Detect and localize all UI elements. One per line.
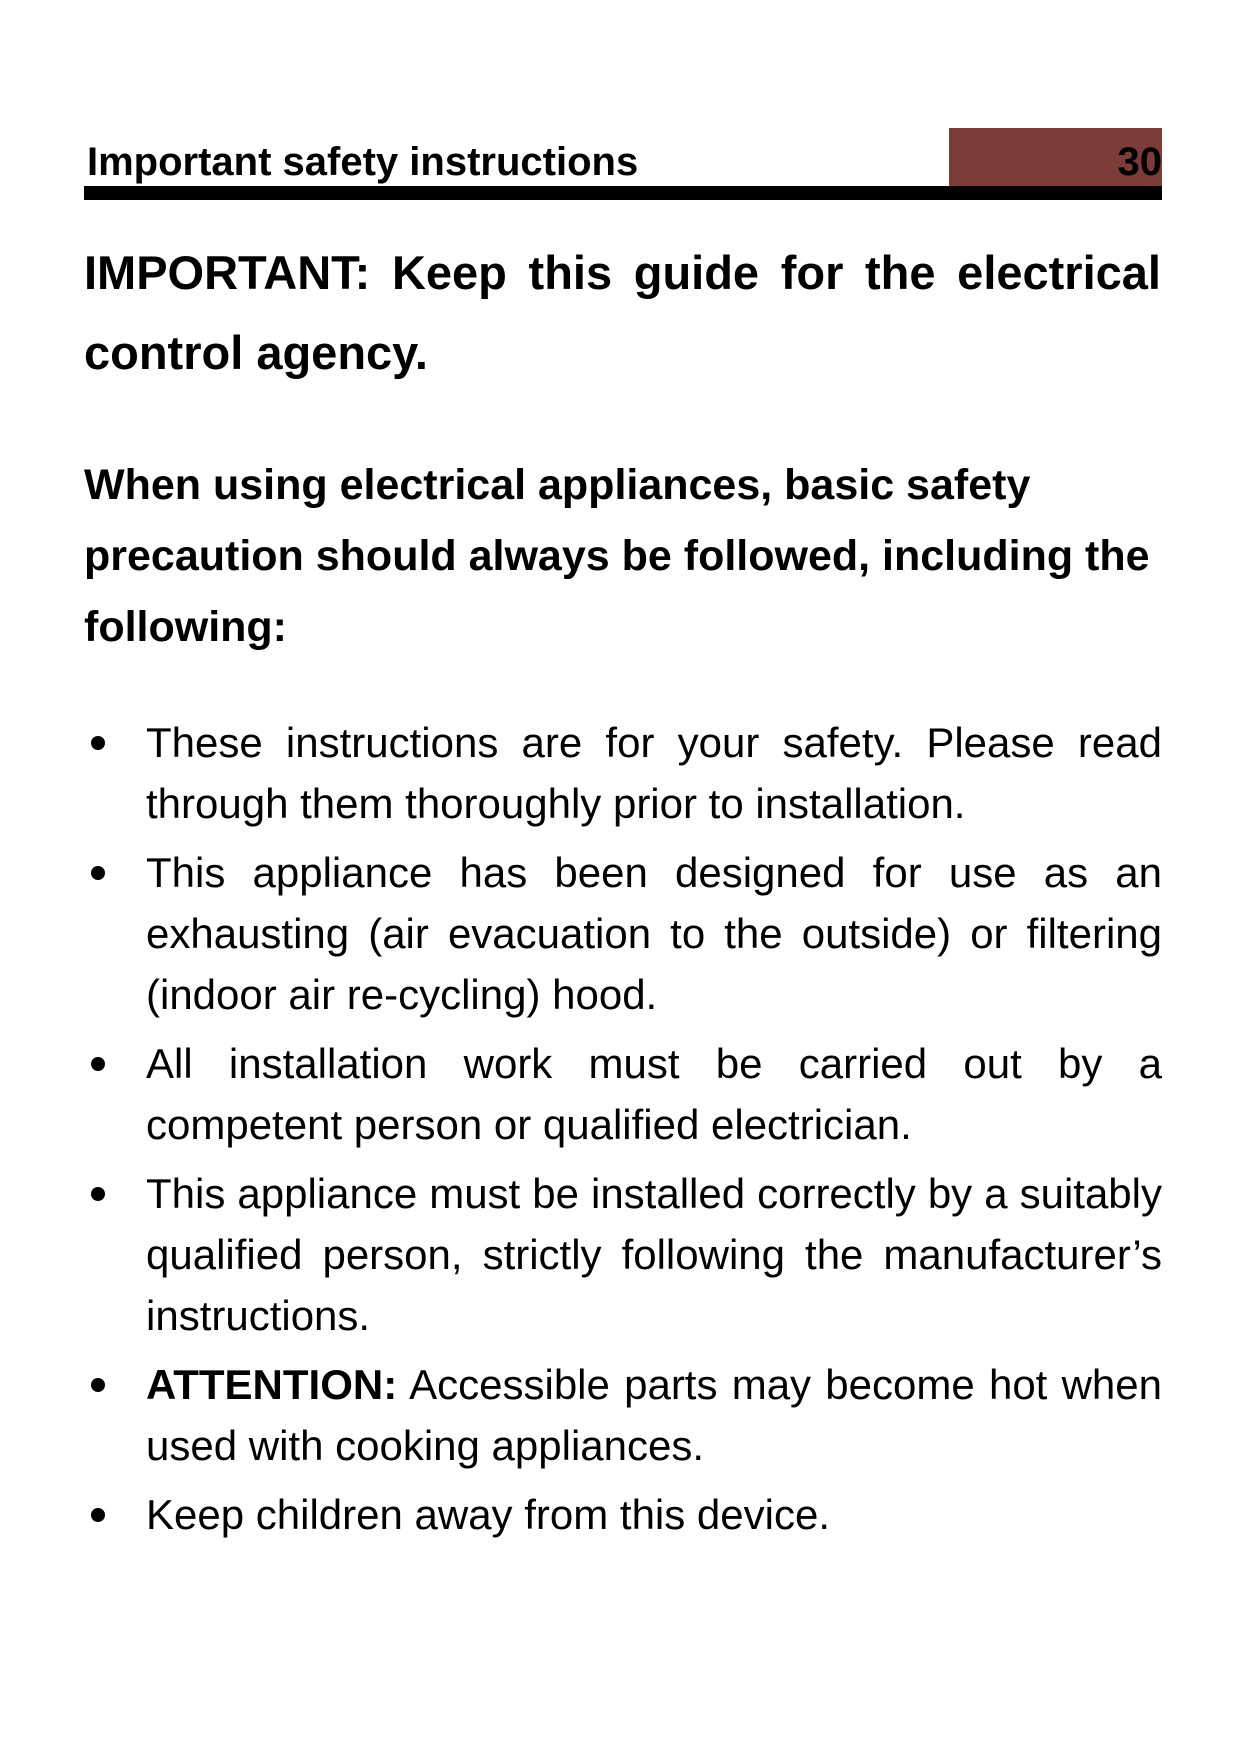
list-item-text: All installation work must be carried out by a competent person or qualified electrician. [146, 1040, 1162, 1148]
list-item [84, 1354, 1162, 1476]
bullet-icon [91, 1508, 105, 1522]
list-item-text: This appliance must be installed correctly by a suitably qualified person, strictly following the manufacturer’s instructions. [146, 1170, 1162, 1339]
important-notice: IMPORTANT: Keep this guide for the electrical control agency. [84, 246, 1161, 379]
safety-instructions-list [84, 712, 1162, 1553]
list-item-text: Accessible parts may become hot when used with cooking appliances. [146, 1361, 1162, 1469]
safety-precaution-heading: When using electrical appliances, basic safety precaution should always be followed, including the following: [84, 461, 1150, 651]
attention-label: ATTENTION: [146, 1361, 398, 1408]
section-title: Important safety instructions [87, 140, 639, 184]
bullet-icon [91, 1378, 105, 1392]
bullet-icon [91, 1057, 105, 1071]
bullet-icon [91, 866, 105, 880]
list-item [84, 1163, 1162, 1346]
list-item-text: These instructions are for your safety. Please read through them thoroughly prior to installation. [146, 719, 1162, 827]
list-item [84, 842, 1162, 1025]
list-item [84, 1484, 1162, 1545]
header-rule [84, 186, 1162, 200]
list-item [84, 712, 1162, 834]
bullet-icon [91, 1187, 105, 1201]
list-item-text: This appliance has been designed for use as an exhausting (air evacuation to the outside) or filtering (indoor air re-cycling) hood. [146, 849, 1162, 1018]
page-number: 30 [1117, 140, 1162, 184]
list-item [84, 1033, 1162, 1155]
page-header [84, 128, 1162, 202]
list-item-text: Keep children away from this device. [146, 1491, 830, 1538]
bullet-icon [91, 736, 105, 750]
